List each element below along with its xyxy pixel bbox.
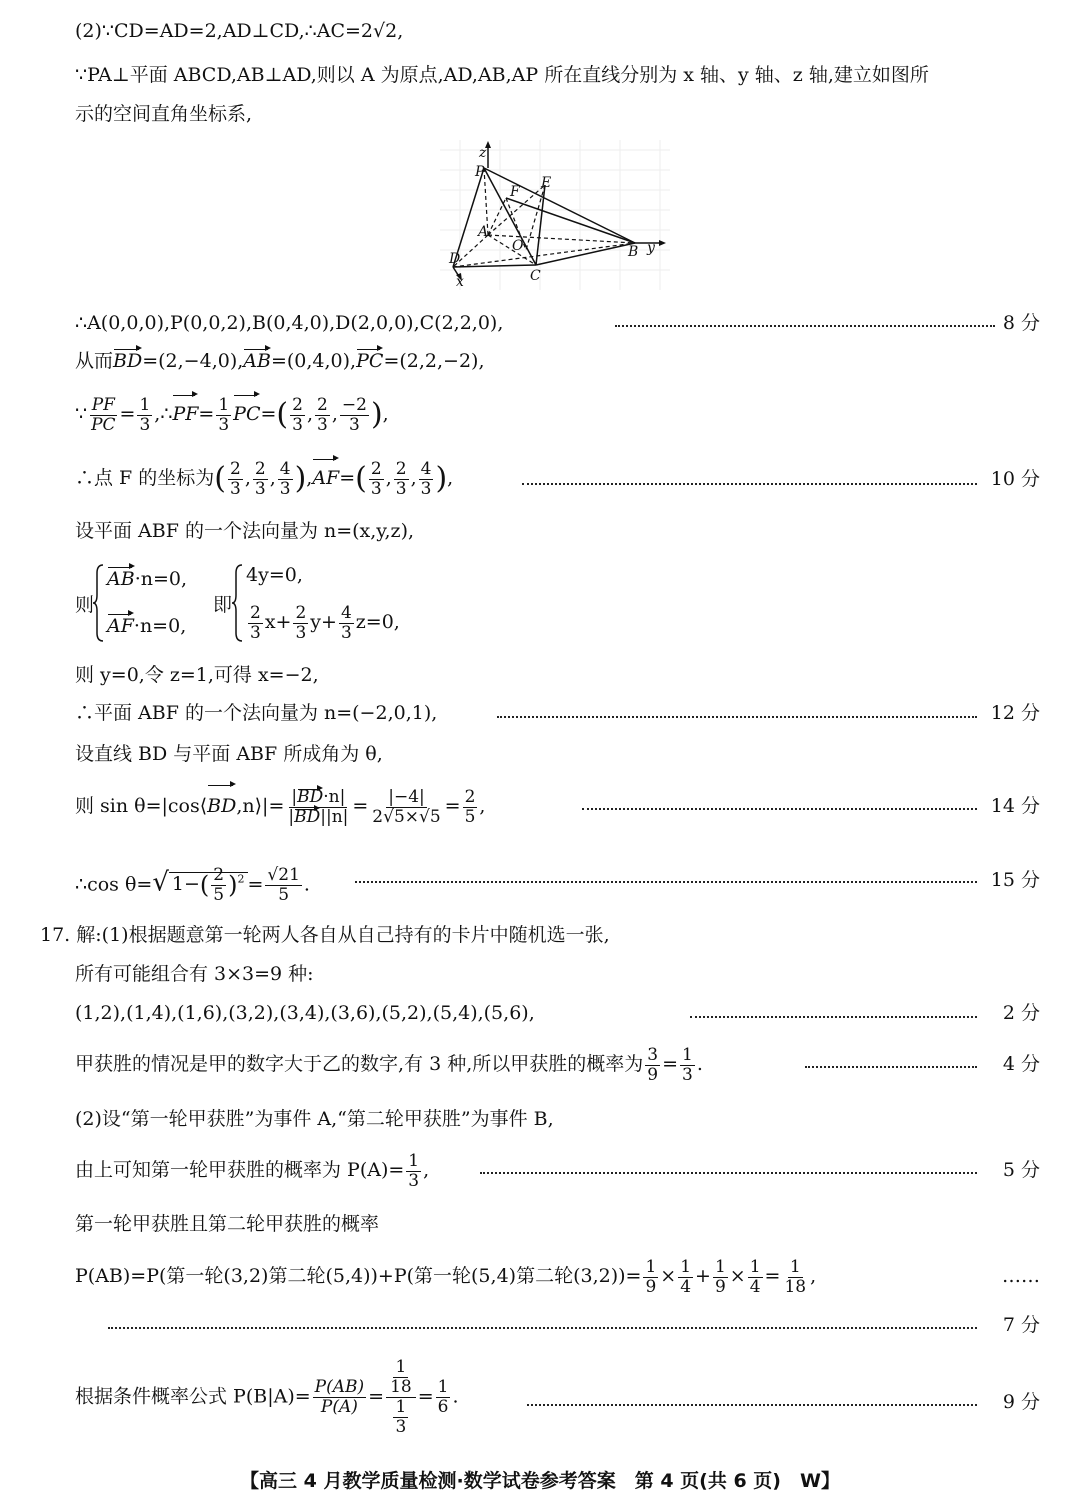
s16-sin-theta: 则 sin θ=|cos⟨BD,n⟩|= $\frac{|BD\cdot n|}{|BD||n|}$ = $\frac{|-4|}{2√5\times√5}$ = $\frac{2}{5}$ , bbox=[75, 784, 485, 828]
s16-system-ze: 则 bbox=[75, 594, 95, 616]
edge-AB bbox=[488, 235, 635, 243]
s16-solve: 则 y=0,令 z=1,可得 x=−2, bbox=[75, 664, 319, 686]
label-E: E bbox=[541, 175, 552, 191]
label-y: y bbox=[647, 240, 655, 256]
label-A: A bbox=[478, 224, 489, 240]
s16-vectors: 从而BD=(2,−4,0),AB=(0,4,0),PC=(2,2,−2), bbox=[75, 350, 485, 372]
leader-dots bbox=[527, 1404, 977, 1406]
s16-line2: ∵PA⊥平面 ABCD,AB⊥AD,则以 A 为原点,AD,AB,AP 所在直线分别为 x 轴、y 轴、z 轴,建立如图所 bbox=[75, 64, 929, 86]
s17-count: 所有可能组合有 3×3=9 种: bbox=[75, 963, 314, 985]
label-C: C bbox=[530, 268, 541, 284]
leader-dots bbox=[805, 1066, 977, 1068]
score-4: 4 分 bbox=[1002, 1053, 1040, 1075]
s16-normal-result: ∴平面 ABF 的一个法向量为 n=(−2,0,1), bbox=[75, 702, 438, 724]
s17-intro: 17. 解:(1)根据题意第一轮两人各自从自己持有的卡片中随机选一张, bbox=[40, 924, 610, 946]
left-brace bbox=[93, 563, 105, 643]
s16-coords: ∴A(0,0,0),P(0,0,2),B(0,4,0),D(2,0,0),C(2,2,0), bbox=[75, 312, 504, 334]
left-brace bbox=[232, 563, 244, 643]
s16-system-row2: AF·n=0, bbox=[107, 615, 187, 637]
score-12: 12 分 bbox=[990, 702, 1040, 724]
score-14: 14 分 bbox=[990, 795, 1040, 817]
s17-joint-label: 第一轮甲获胜且第二轮甲获胜的概率 bbox=[75, 1213, 380, 1235]
edge-DC bbox=[453, 265, 536, 267]
leader-dots bbox=[480, 1172, 977, 1174]
leader-dots bbox=[108, 1327, 977, 1329]
score-7: 7 分 bbox=[1002, 1314, 1040, 1336]
score-8: 8 分 bbox=[1002, 312, 1040, 334]
s17-conditional: 根据条件概率公式 P(B|A)= $\frac{P(AB)}{P(A)}$ = $\frac{\frac{1}{18}}{\frac{1}{3}}$ = $\frac{1}{6}$ . bbox=[75, 1357, 459, 1437]
s16-system-ji: 即 bbox=[213, 594, 233, 616]
s17-PAB: P(AB)=P(第一轮(3,2)第二轮(5,4))+P(第一轮(5,4)第二轮(3,2))= $\frac{1}{9}$ × $\frac{1}{4}$ + $\frac{1}{9}$ × $\frac{1}{4}$ = $\frac{1}{18}$ , bbox=[75, 1256, 817, 1297]
score-9: 9 分 bbox=[1002, 1391, 1040, 1413]
label-P: P bbox=[475, 164, 485, 180]
label-x: x bbox=[456, 274, 464, 290]
leader-dots bbox=[615, 325, 995, 327]
edge-FB bbox=[506, 198, 635, 243]
label-B: B bbox=[628, 244, 639, 260]
leader-dots bbox=[690, 1016, 977, 1018]
s16-normal-setup: 设平面 ABF 的一个法向量为 n=(x,y,z), bbox=[75, 520, 415, 542]
score-10: 10 分 bbox=[990, 468, 1040, 490]
s17-PAB-tail: …… bbox=[1002, 1265, 1040, 1287]
edge-EO bbox=[526, 185, 545, 250]
label-D: D bbox=[449, 251, 461, 267]
label-z: z bbox=[479, 145, 487, 161]
page-footer: 【高三 4 月教学质量检测·数学试卷参考答案 第 4 页(共 6 页) W】 bbox=[240, 1470, 840, 1492]
s17-combos: (1,2),(1,4),(1,6),(3,2),(3,4),(3,6),(5,2),(5,4),(5,6), bbox=[75, 1002, 535, 1024]
s16-line1: (2)∵CD=AD=2,AD⊥CD,∴AC=2√2, bbox=[75, 20, 404, 42]
label-F: F bbox=[510, 184, 520, 200]
s16-line3: 示的空间直角坐标系, bbox=[75, 103, 253, 125]
edge-PB bbox=[484, 168, 635, 243]
leader-dots bbox=[497, 716, 977, 718]
score-2: 2 分 bbox=[1002, 1002, 1040, 1024]
score-5: 5 分 bbox=[1002, 1159, 1040, 1181]
leader-dots bbox=[355, 881, 977, 883]
leader-dots bbox=[582, 808, 977, 810]
s16-system-row1: AB·n=0, bbox=[107, 568, 188, 590]
s17-events: (2)设“第一轮甲获胜”为事件 A,“第二轮甲获胜”为事件 B, bbox=[75, 1108, 554, 1130]
s16-F-coords: ∴点 F 的坐标为( $\frac{2}{3}$ , $\frac{2}{3}$ , $\frac{4}{3}$ ),AF=( $\frac{2}{3}$ , $\frac{2}{3}$ , $\frac{4}{3}$ ), bbox=[75, 458, 454, 499]
s16-cos-theta: ∴cos θ=√ 1−( $\frac{2}{5}$ )$^2$ = $\frac{√21}{5}$ . bbox=[75, 864, 310, 905]
s17-prob-win: 甲获胜的情况是甲的数字大于乙的数字,有 3 种,所以甲获胜的概率为 $\frac{3}{9}$ = $\frac{1}{3}$ . bbox=[75, 1044, 703, 1085]
y-axis-arrowhead bbox=[659, 240, 666, 246]
s16-pf-ratio: ∵ $\frac{PF}{PC}$ = $\frac{1}{3}$ ,∴PF= $\frac{1}{3}$ PC=( $\frac{2}{3}$ , $\frac{2}{3}$ , $\frac{-2}{3}$ ), bbox=[75, 394, 389, 435]
label-O: O bbox=[512, 238, 524, 254]
s16-system-eq1: 4y=0, bbox=[246, 564, 303, 586]
s16-angle-setup: 设直线 BD 与平面 ABF 所成角为 θ, bbox=[75, 743, 383, 765]
s17-PA: 由上可知第一轮甲获胜的概率为 P(A)= $\frac{1}{3}$ , bbox=[75, 1150, 430, 1191]
leader-dots bbox=[522, 483, 977, 485]
coordinate-figure bbox=[440, 140, 670, 290]
s16-system-eq2: $\frac{2}{3}$ x+ $\frac{2}{3}$ y+ $\frac{4}{3}$ z=0, bbox=[250, 602, 400, 643]
score-15: 15 分 bbox=[990, 869, 1040, 891]
